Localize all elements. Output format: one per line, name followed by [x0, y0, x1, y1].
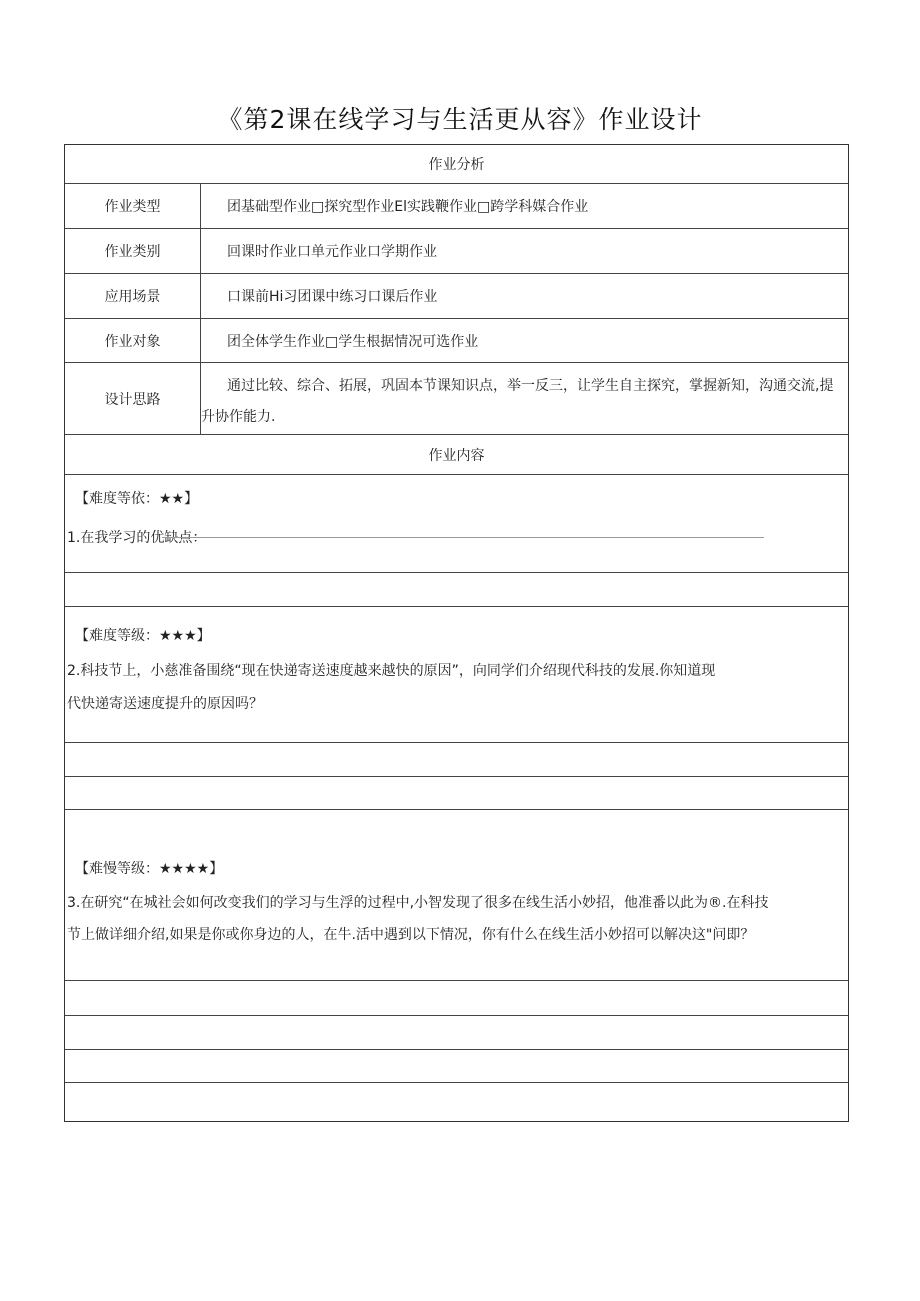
row-label: 作业类别 — [65, 229, 201, 273]
row-value: 通过比较、综合、拓展，巩固本节课知识点，举一反三，让学生自主探究，掌握新知，沟通交流,提升协作能力. — [201, 378, 834, 425]
answer-line — [65, 1016, 848, 1050]
document-title: 《第2课在线学习与生活更从容》作业设计 — [217, 105, 703, 134]
answer-line — [65, 1050, 848, 1083]
row-design-idea — [65, 363, 848, 435]
answer-line — [65, 981, 848, 1016]
question-2 — [65, 607, 848, 743]
question-text-line-1: 3.在研究“在城社会如何改变我们的学习与生浮的过程中,小智发现了很多在线生活小妙招，他准番以此为®.在科技 — [67, 895, 769, 911]
fill-in-underline[interactable] — [162, 537, 764, 538]
row-label: 作业对象 — [65, 319, 201, 362]
assignment-table — [64, 144, 849, 1122]
row-type — [65, 184, 848, 229]
answer-line — [65, 1083, 848, 1121]
content-header: 作业内容 — [65, 435, 848, 475]
answer-line — [65, 743, 848, 777]
question-text-line-1: 2.科技节上，小慈准备围绕“现在快递寄送速度越来越快的原因”，向同学们介绍现代科技的发展.你知道现 — [67, 663, 716, 679]
row-category — [65, 229, 848, 274]
row-scenario — [65, 274, 848, 319]
row-label: 设计思路 — [65, 363, 201, 434]
question-text-line-2: 节上做详细介绍,如果是你或你身边的人，在牛.活中遇到以下情况，你有什么在线生活小妙招可以解决这"问即？ — [67, 927, 755, 943]
question-text: 1.在我学习的优缺点： — [67, 530, 207, 546]
row-value: 口课前Hi习团课中练习口课后作业 — [227, 289, 438, 305]
analysis-header: 作业分析 — [65, 145, 848, 184]
row-value: 团基础型作业□探究型作业El实践鞭作业□跨学科媒合作业 — [227, 199, 589, 215]
difficulty-level: 【难慢等级：★★★★】 — [75, 861, 224, 877]
question-3 — [65, 810, 848, 981]
row-target — [65, 319, 848, 363]
row-label: 应用场景 — [65, 274, 201, 318]
difficulty-level: 【难度等依：★★】 — [75, 491, 199, 507]
row-value: 回课时作业口单元作业口学期作业 — [227, 244, 437, 260]
answer-line — [65, 573, 848, 607]
question-text-line-2: 代快递寄送速度提升的原因吗？ — [67, 696, 263, 712]
difficulty-level: 【难度等级：★★★】 — [75, 628, 211, 644]
answer-line — [65, 777, 848, 810]
row-value: 团全体学生作业□学生根据情况可选作业 — [227, 333, 479, 350]
row-label: 作业类型 — [65, 184, 201, 228]
question-1 — [65, 475, 848, 573]
